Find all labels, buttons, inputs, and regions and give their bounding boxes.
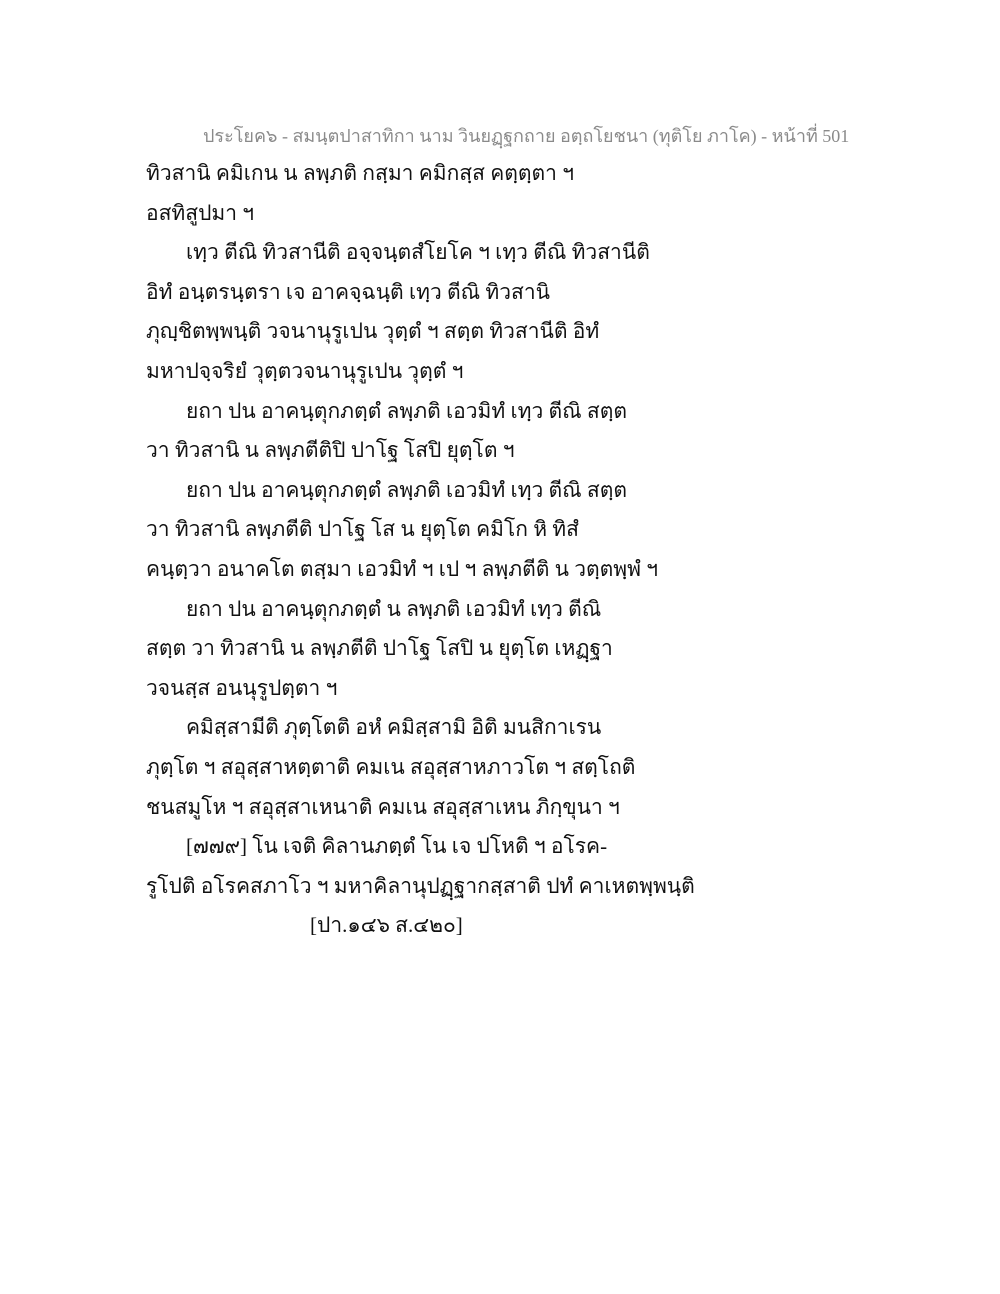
text-line: รูโปติ อโรคสภาโว ฯ มหาคิลานุปฏฺฐากสฺสาติ ปทํ คาเหตพฺพนฺติ <box>146 873 695 898</box>
text-line: มหาปจฺจริยํ วุตฺตวจนานุรูเปน วุตฺตํ ฯ <box>146 358 464 383</box>
text-line: ภุตฺโต ฯ สอุสฺสาหตฺตาติ คมเน สอุสฺสาหภาวโต ฯ สตฺโถติ <box>146 754 636 779</box>
text-line: เทฺว ตีณิ ทิวสานีติ อจฺจนฺตสํโยโค ฯ เทฺว ตีณิ ทิวสานีติ <box>186 240 650 265</box>
text-line: ยถา ปน อาคนฺตุกภตฺตํ ลพฺภติ เอวมิทํ เทฺว ตีณิ สตฺต <box>186 398 628 423</box>
running-header: ประโยค๖ - สมนฺตปาสาทิกา นาม วินยฏฺฐกถาย อตฺถโยชนา (ทุติโย ภาโค) - หน้าที่ 501 <box>203 126 850 146</box>
text-line: วจนสฺส อนนุรูปตฺตา ฯ <box>146 675 338 700</box>
text-line: ยถา ปน อาคนฺตุกภตฺตํ น ลพฺภติ เอวมิทํ เทฺว ตีณิ <box>186 596 602 621</box>
page-reference: [ปา.๑๔๖ ส.๔๒๐] <box>310 913 463 938</box>
text-line: คนฺตฺวา อนาคโต ตสฺมา เอวมิทํ ฯ เป ฯ ลพฺภตีติ น วตฺตพฺพํ ฯ <box>146 556 659 581</box>
text-line: อิทํ อนฺตรนฺตรา เจ อาคจฺฉนฺติ เทฺว ตีณิ ทิวสานิ <box>146 279 550 304</box>
text-line: วา ทิวสานิ ลพฺภตีติ ปาโฐ โส น ยุตฺโต คมิโก หิ ทิสํ <box>146 517 579 542</box>
text-line: ชนสมูโห ฯ สอุสฺสาเหนาติ คมเน สอุสฺสาเหน ภิกฺขุนา ฯ <box>146 794 620 819</box>
text-line: ภุญฺชิตพฺพนฺติ วจนานุรูเปน วุตฺตํ ฯ สตฺต ทิวสานีติ อิทํ <box>146 319 600 344</box>
text-line: [๗๗๙] โน เจติ คิลานภตฺตํ โน เจ ปโหติ ฯ อโรค- <box>186 834 608 859</box>
body-text <box>146 158 866 950</box>
text-line: ทิวสานิ คมิเกน น ลพฺภติ กสฺมา คมิกสฺส คตฺตฺตา ฯ <box>146 161 574 185</box>
text-line: สตฺต วา ทิวสานิ น ลพฺภตีติ ปาโฐ โสปิ น ยุตฺโต เหฏฺฐา <box>146 636 613 661</box>
text-line: ยถา ปน อาคนฺตุกภตฺตํ ลพฺภติ เอวมิทํ เทฺว ตีณิ สตฺต <box>186 477 628 502</box>
text-line: อสทิสูปมา ฯ <box>146 200 255 225</box>
text-line: วา ทิวสานิ น ลพฺภตีติปิ ปาโฐ โสปิ ยุตฺโต ฯ <box>146 438 515 463</box>
text-line: คมิสฺสามีติ ภุตฺโตติ อหํ คมิสฺสามิ อิติ มนสิกาเรน <box>186 715 602 740</box>
